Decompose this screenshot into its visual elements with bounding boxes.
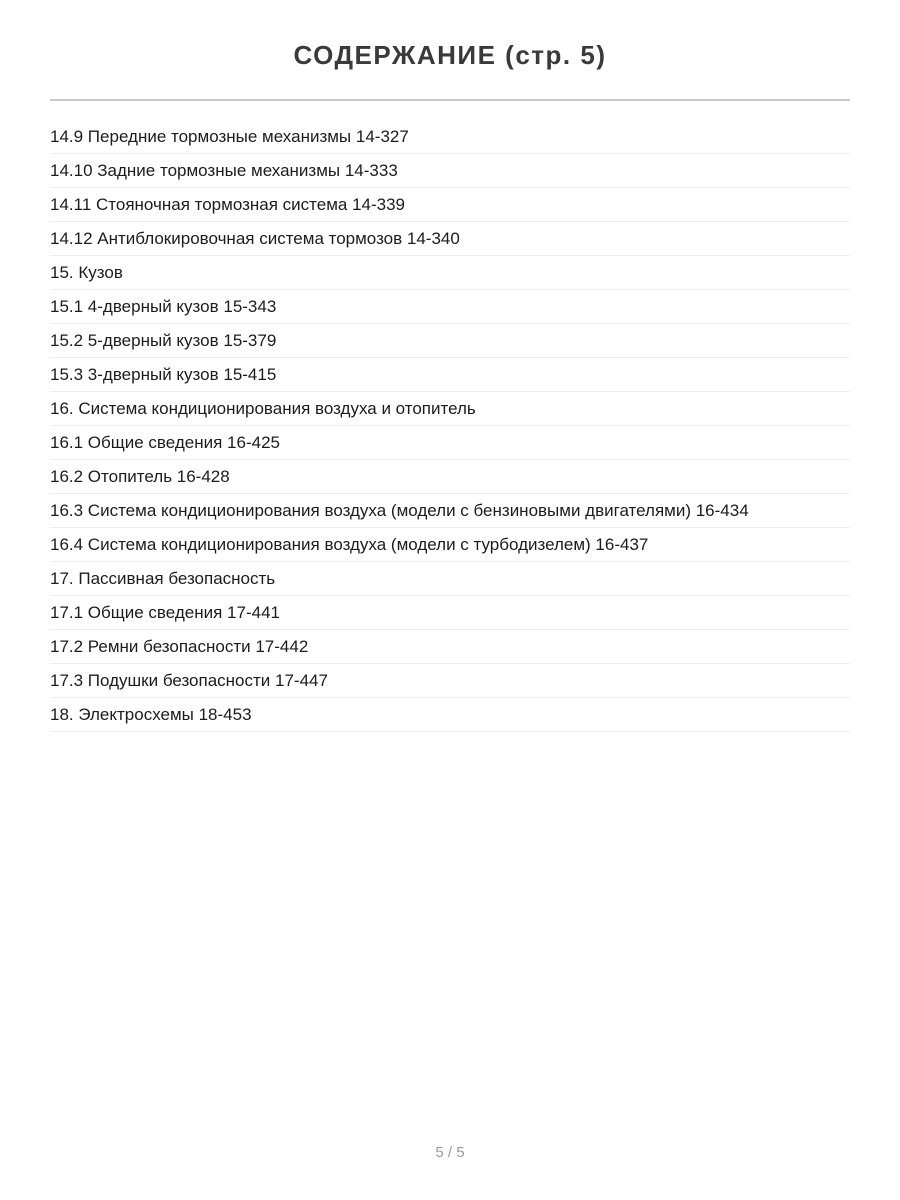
toc-entry-label: 16.4 Система кондиционирования воздуха (модели с турбодизелем) 16-437 (50, 534, 649, 554)
toc-entry-label: 14.11 Стояночная тормозная система 14-339 (50, 194, 405, 214)
toc-entry[interactable] (50, 460, 850, 494)
toc-entry[interactable] (50, 630, 850, 664)
toc-entry[interactable] (50, 188, 850, 222)
toc-entry-label: 15.3 3-дверный кузов 15-415 (50, 364, 277, 384)
toc-entry-label: 17.3 Подушки безопасности 17-447 (50, 670, 328, 690)
toc-entry[interactable] (50, 358, 850, 392)
page-title: СОДЕРЖАНИЕ (стр. 5) (293, 40, 607, 70)
toc-entry[interactable] (50, 562, 850, 596)
toc-entry-label: 16. Система кондиционирования воздуха и отопитель (50, 398, 476, 418)
toc-entry[interactable] (50, 324, 850, 358)
toc-entry-label: 14.9 Передние тормозные механизмы 14-327 (50, 126, 409, 146)
toc-entry[interactable] (50, 698, 850, 732)
toc-entry[interactable] (50, 154, 850, 188)
toc-entry[interactable] (50, 528, 850, 562)
toc-entry[interactable] (50, 426, 850, 460)
toc-entry-label: 17.1 Общие сведения 17-441 (50, 602, 280, 622)
toc-entry-label: 15. Кузов (50, 262, 123, 282)
toc-entry[interactable] (50, 290, 850, 324)
page-indicator: 5 / 5 (435, 1144, 465, 1161)
toc-entry-label: 17.2 Ремни безопасности 17-442 (50, 636, 309, 656)
toc-entry-label: 18. Электросхемы 18-453 (50, 704, 252, 724)
toc-entry[interactable] (50, 120, 850, 154)
toc-entry-label: 15.2 5-дверный кузов 15-379 (50, 330, 277, 350)
toc-entry-label: 14.10 Задние тормозные механизмы 14-333 (50, 160, 398, 180)
toc-entry-label: 16.1 Общие сведения 16-425 (50, 432, 280, 452)
toc-entry[interactable] (50, 596, 850, 630)
toc-entry[interactable] (50, 664, 850, 698)
toc-entry-label: 14.12 Антиблокировочная система тормозов 14-340 (50, 228, 460, 248)
toc-entry-label: 15.1 4-дверный кузов 15-343 (50, 296, 277, 316)
toc-entry[interactable] (50, 256, 850, 290)
toc-list (50, 120, 850, 732)
toc-entry-label: 16.3 Система кондиционирования воздуха (модели с бензиновыми двигателями) 16-434 (50, 500, 749, 520)
toc-entry[interactable] (50, 494, 850, 528)
toc-entry[interactable] (50, 222, 850, 256)
title-divider (50, 99, 850, 101)
toc-entry-label: 16.2 Отопитель 16-428 (50, 466, 230, 486)
toc-entry[interactable] (50, 392, 850, 426)
toc-entry-label: 17. Пассивная безопасность (50, 568, 276, 588)
